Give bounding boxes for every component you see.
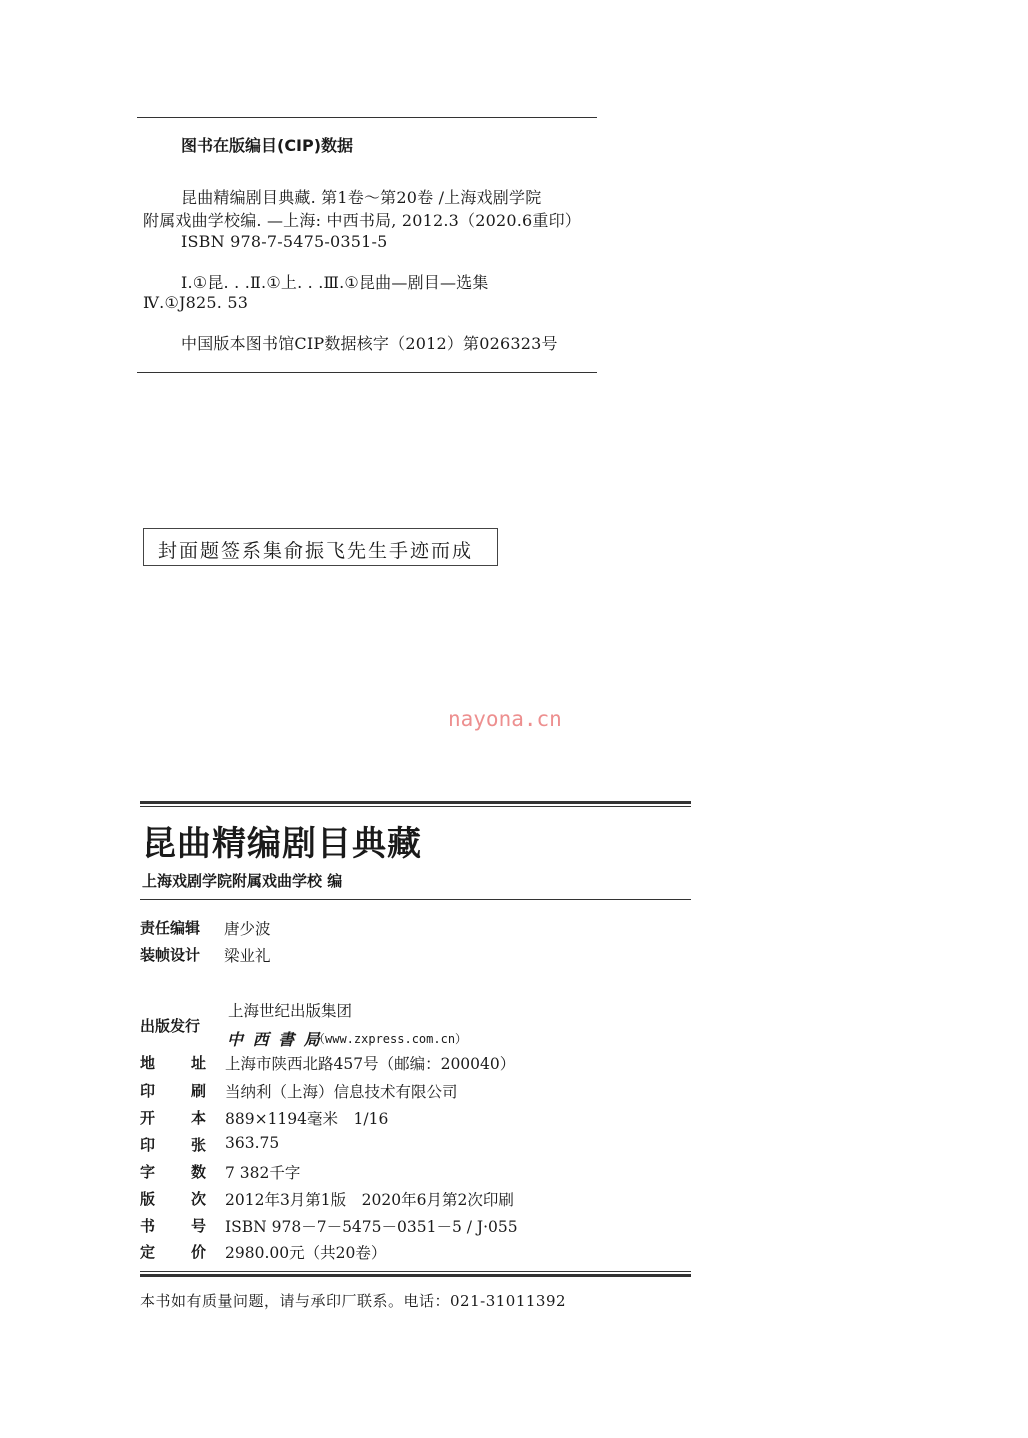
detail-value-format: 889×1194毫米 1/16: [225, 1110, 389, 1128]
publisher-url: （www.zxpress.com.cn）: [313, 1032, 468, 1046]
quality-notice: 本书如有质量问题，请与承印厂联系。电话：021-31011392: [140, 1292, 567, 1310]
title-bottom-rule: [140, 899, 691, 900]
detail-label-edition-a: 版: [140, 1190, 156, 1208]
bottom-rule-thick: [140, 1274, 691, 1277]
detail-label-address: [140, 1052, 206, 1073]
detail-label-wordcount: [140, 1161, 206, 1182]
credit-label-design: 装帧设计: [140, 946, 201, 964]
detail-label-wordcount-a: 字: [140, 1163, 156, 1181]
book-title: 昆曲精编剧目典藏: [142, 824, 422, 864]
cip-bottom-rule: [137, 372, 597, 373]
cip-line-2: 附属戏曲学校编. —上海: 中西书局, 2012.3（2020.6重印）: [143, 211, 581, 230]
credit-value-editor: 唐少波: [224, 920, 271, 938]
detail-value-price: 2980.00元（共20卷）: [225, 1244, 387, 1262]
publisher-label: 出版发行: [140, 1017, 201, 1035]
detail-label-printer: [140, 1080, 206, 1101]
detail-value-address: 上海市陕西北路457号（邮编：200040）: [225, 1055, 516, 1073]
detail-label-format-a: 开: [140, 1109, 156, 1127]
detail-label-sheets-a: 印: [140, 1136, 156, 1154]
publisher-group: 上海世纪出版集团: [228, 1002, 353, 1020]
detail-value-sheets: 363.75: [225, 1134, 280, 1152]
detail-label-printer-a: 印: [140, 1082, 156, 1100]
detail-label-wordcount-b: 数: [190, 1163, 206, 1181]
cip-line-1: 昆曲精编剧目典藏. 第1卷～第20卷 /上海戏剧学院: [181, 188, 542, 207]
detail-label-price-b: 价: [190, 1243, 206, 1261]
cip-heading: 图书在版编目(CIP)数据: [181, 136, 354, 155]
detail-label-isbn: [140, 1215, 206, 1236]
detail-value-edition: 2012年3月第1版 2020年6月第2次印刷: [225, 1191, 514, 1209]
publisher-name-text: 中 西 書 局: [227, 1030, 322, 1049]
detail-label-sheets: [140, 1134, 206, 1155]
cip-top-rule: [137, 117, 597, 118]
cip-line-6: 中国版本图书馆CIP数据核字（2012）第026323号: [181, 334, 558, 353]
credit-value-design: 梁业礼: [224, 947, 271, 965]
detail-label-edition: [140, 1188, 206, 1209]
signature-note: 封面题签系集俞振飞先生手迹而成: [158, 540, 474, 562]
credit-label-editor: 责任编辑: [140, 919, 201, 937]
detail-label-format: [140, 1107, 206, 1128]
detail-label-price-a: 定: [140, 1243, 156, 1261]
detail-label-isbn-b: 号: [190, 1217, 206, 1235]
detail-label-address-b: 址: [190, 1054, 206, 1072]
cip-line-3: ISBN 978-7-5475-0351-5: [181, 232, 388, 251]
book-editor: 上海戏剧学院附属戏曲学校 编: [142, 872, 343, 890]
detail-label-printer-b: 刷: [190, 1082, 206, 1100]
detail-label-price: [140, 1241, 206, 1262]
detail-label-address-a: 地: [140, 1054, 156, 1072]
detail-label-sheets-b: 张: [190, 1136, 206, 1154]
signature-note-box: [143, 528, 498, 566]
cip-line-4: Ⅰ.①昆. . .Ⅱ.①上. . .Ⅲ.①昆曲—剧目—选集: [181, 273, 489, 292]
detail-label-format-b: 本: [190, 1109, 206, 1127]
bottom-rule-thin: [140, 1271, 691, 1272]
detail-value-printer: 当纳利（上海）信息技术有限公司: [225, 1083, 458, 1101]
title-top-rule-thin: [140, 806, 691, 807]
watermark: nayona.cn: [448, 707, 562, 731]
detail-label-isbn-a: 书: [140, 1217, 156, 1235]
publisher-name: [227, 1027, 322, 1050]
detail-value-wordcount: 7 382千字: [225, 1164, 301, 1182]
title-top-rule-thick: [140, 801, 691, 804]
cip-line-5: Ⅳ.①J825. 53: [143, 293, 249, 312]
detail-value-isbn: ISBN 978－7－5475－0351－5 / J·055: [225, 1218, 518, 1236]
detail-label-edition-b: 次: [190, 1190, 206, 1208]
